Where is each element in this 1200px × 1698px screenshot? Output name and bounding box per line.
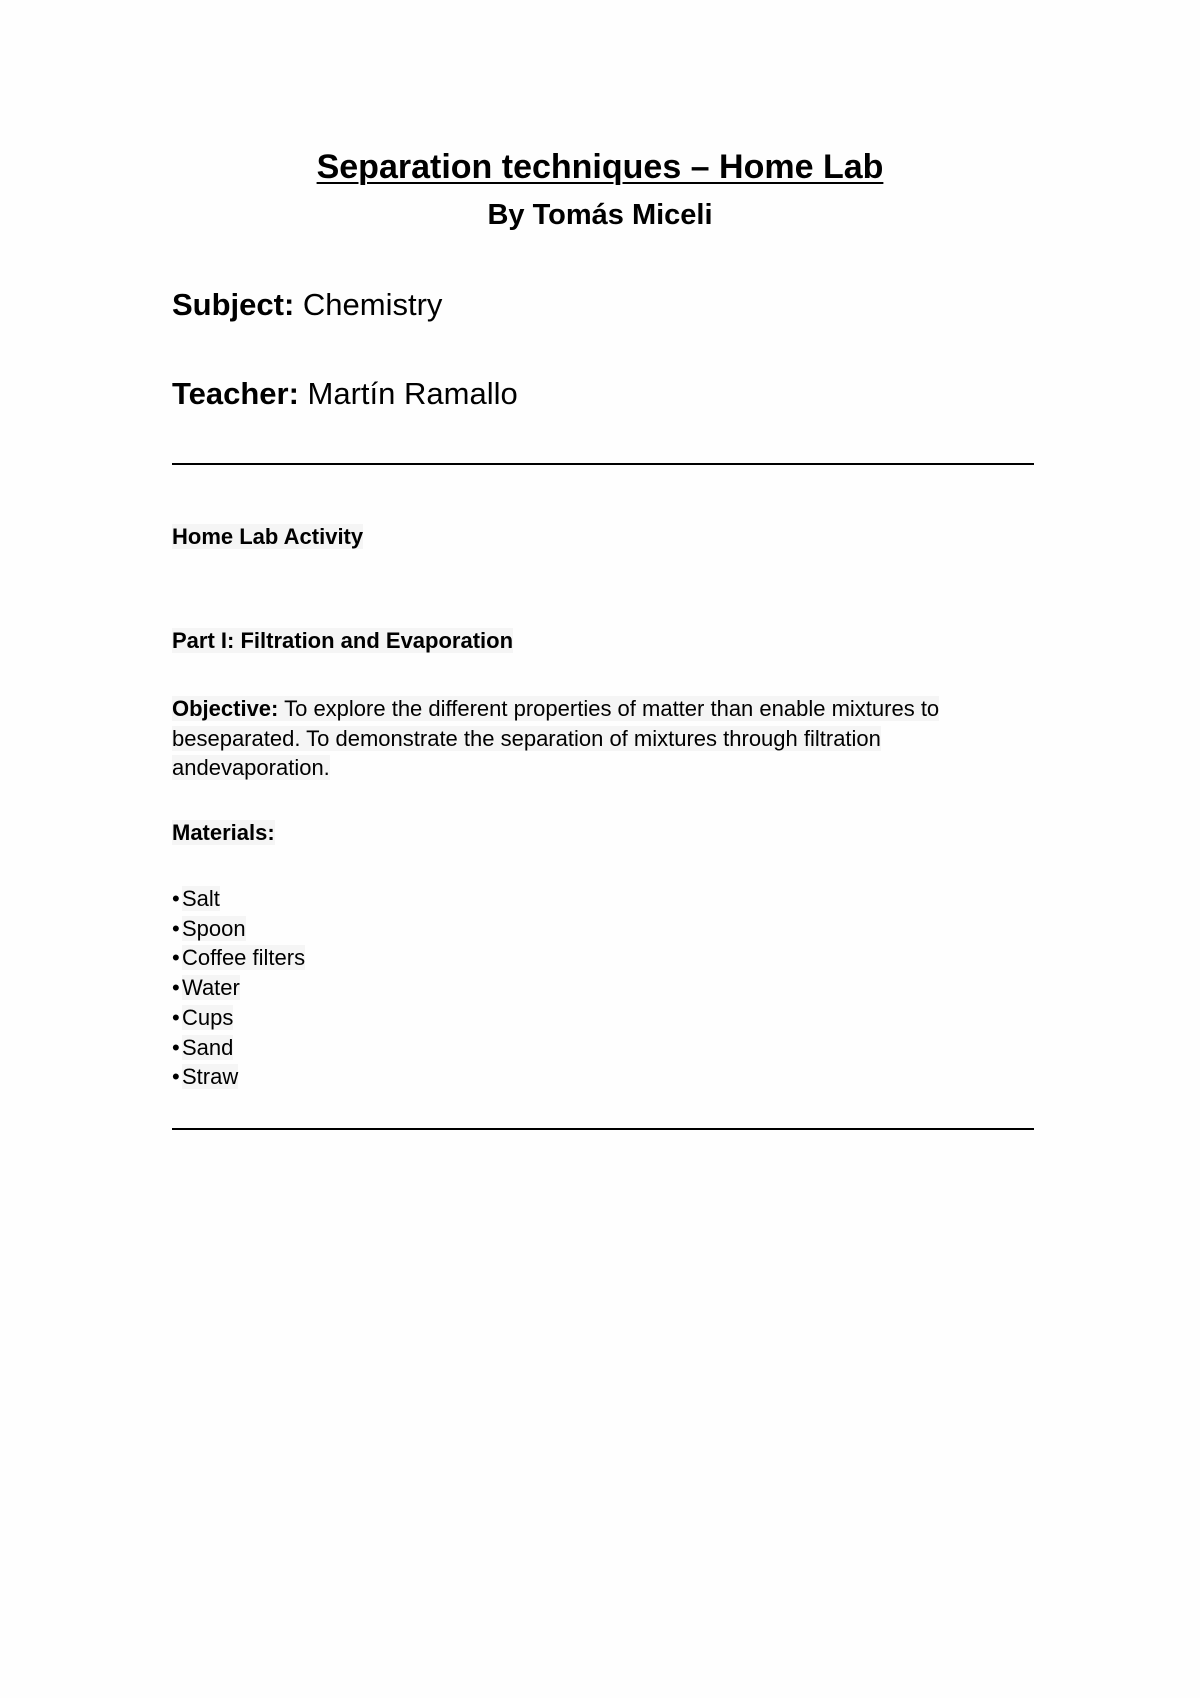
bullet-icon: • [172,1034,180,1060]
objective-paragraph [172,694,1002,783]
materials-heading [172,818,275,848]
materials-heading-text: Materials: [172,820,275,845]
document-author: By Tomás Miceli [487,199,713,231]
part-title [172,626,513,656]
bullet-icon: • [172,1064,180,1090]
subject-value: Chemistry [302,287,443,322]
materials-list [172,884,305,1092]
teacher-field [172,375,518,413]
divider-bottom [172,1128,1034,1130]
objective-label: Objective: [172,696,279,721]
list-item: • Cups [172,1003,305,1033]
document-title: Separation techniques – Home Lab [316,148,884,186]
bullet-icon: • [172,915,180,941]
subject-field [172,286,442,324]
bullet-icon: • [172,945,180,971]
bullet-icon: • [172,1004,180,1030]
bullet-icon: • [172,886,180,911]
activity-heading [172,522,363,552]
teacher-label: Teacher: [172,376,299,411]
objective-text: To explore the different properties of matter than enable mixtures to beseparated. To demonstrate the separation of mixtures through filtration andevaporation. [172,696,940,780]
divider-top [172,463,1034,465]
list-item: • Sand [172,1033,305,1063]
list-item: • Coffee filters [172,943,305,973]
list-item: • Spoon [172,914,305,944]
list-item: • Salt [172,884,305,914]
list-item: • Water [172,973,305,1003]
teacher-value: Martín Ramallo [307,376,518,411]
bullet-icon: • [172,975,180,1001]
list-item: • Straw [172,1062,305,1092]
subject-label: Subject: [172,287,295,322]
activity-heading-text: Home Lab Activity [172,524,364,549]
part-title-text: Part I: Filtration and Evaporation [172,628,514,653]
